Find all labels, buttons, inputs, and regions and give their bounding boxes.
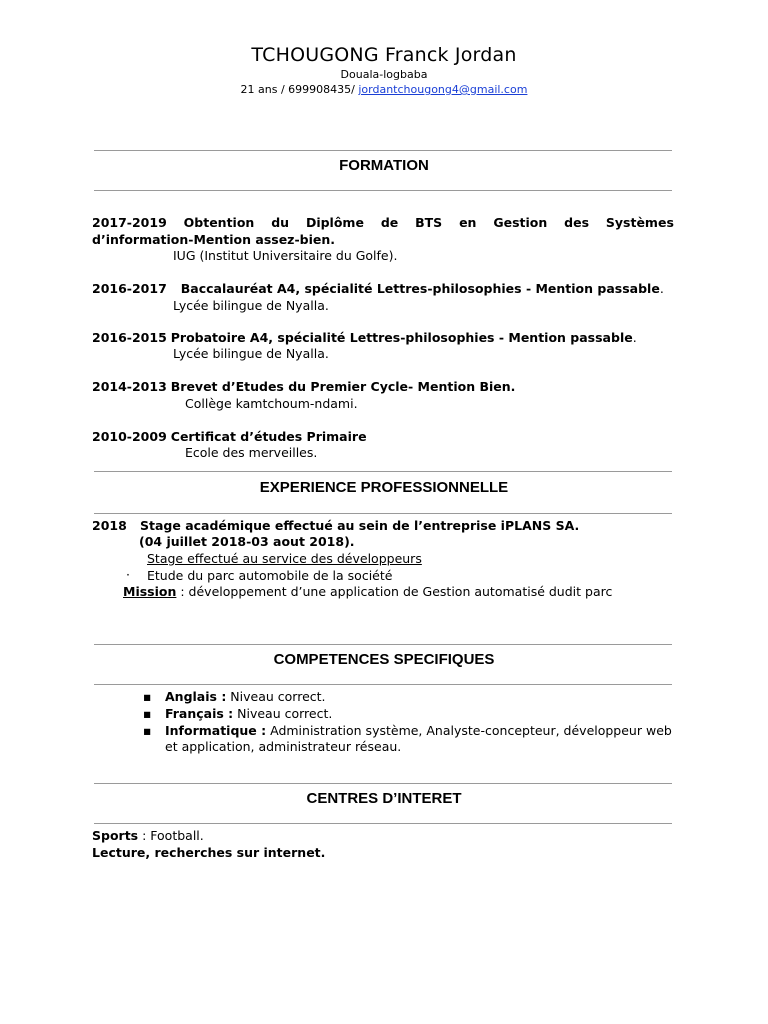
competence-item-continued: et application, administrateur réseau.	[165, 739, 402, 754]
age-phone: 21 ans / 699908435/	[240, 83, 359, 96]
contact-line	[0, 83, 768, 96]
divider	[94, 684, 672, 685]
interest-sports: Sports : Football.	[92, 828, 204, 843]
formation-title: d’information-Mention assez-bien.	[92, 232, 335, 247]
divider	[94, 150, 672, 151]
experience-service: Stage effectué au service des développeurs	[147, 551, 422, 566]
formation-item: 2016-2017 Baccalauréat A4, spécialité Lettres-philosophies - Mention passable.	[92, 281, 664, 296]
formation-year: 2010-2009	[92, 429, 167, 444]
formation-year: 2014-2013	[92, 379, 167, 394]
formation-year: 2016-2017	[92, 281, 167, 296]
square-bullet-icon: ▪	[143, 706, 152, 721]
experience-headline: Stage académique effectué au sein de l’entreprise iPLANS SA.	[140, 518, 580, 533]
divider	[94, 190, 672, 191]
formation-school: Ecole des merveilles.	[185, 445, 318, 460]
experience-mission	[123, 584, 612, 599]
formation-item: 2016-2015 Probatoire A4, spécialité Lettres-philosophies - Mention passable.	[92, 330, 637, 345]
formation-title: Baccalauréat A4, spécialité Lettres-philosophies - Mention passable	[180, 281, 660, 296]
formation-item	[92, 379, 515, 394]
mission-text: : développement d’une application de Gestion automatisé dudit parc	[176, 584, 613, 599]
section-title-interets: CENTRES D’INTERET	[306, 790, 462, 807]
formation-school: Lycée bilingue de Nyalla.	[173, 298, 329, 313]
mission-label: Mission	[123, 584, 177, 599]
experience-dates: (04 juillet 2018-03 aout 2018).	[139, 534, 355, 549]
formation-school: Collège kamtchoum-ndami.	[185, 396, 358, 411]
formation-item-line: 2017-2019 Obtention du Diplôme de BTS en Gestion des Systèmes	[92, 215, 674, 230]
candidate-name: TCHOUGONG Franck Jordan	[251, 44, 517, 66]
experience-task: Etude du parc automobile de la société	[147, 568, 393, 583]
interest-lecture: Lecture, recherches sur internet.	[92, 845, 326, 860]
competence-item: Français : Niveau correct.	[165, 706, 333, 721]
divider	[94, 471, 672, 472]
location: Douala-logbaba	[340, 68, 428, 81]
section-title-formation: FORMATION	[339, 157, 429, 174]
square-bullet-icon: ▪	[143, 689, 152, 704]
formation-year: 2016-2015	[92, 330, 167, 345]
experience-year: 2018	[92, 518, 127, 533]
square-bullet-icon: ▪	[143, 723, 152, 738]
formation-title: Brevet d’Etudes du Premier Cycle- Mention Bien.	[170, 379, 516, 394]
bullet-icon: ·	[126, 567, 130, 582]
divider	[94, 513, 672, 514]
formation-item	[92, 429, 367, 444]
divider	[94, 823, 672, 824]
email-link[interactable]: jordantchougong4@gmail.com	[358, 83, 528, 96]
section-title-competences: COMPETENCES SPECIFIQUES	[273, 651, 495, 668]
section-title-experience: EXPERIENCE PROFESSIONNELLE	[259, 479, 509, 496]
competence-item: Informatique : Administration système, Analyste-concepteur, développeur web	[165, 723, 672, 738]
formation-school: IUG (Institut Universitaire du Golfe).	[173, 248, 398, 263]
divider	[94, 783, 672, 784]
formation-year: 2017-2019	[92, 215, 167, 230]
formation-title: Certificat d’études Primaire	[170, 429, 367, 444]
formation-school: Lycée bilingue de Nyalla.	[173, 346, 329, 361]
formation-title: Probatoire A4, spécialité Lettres-philosophies - Mention passable	[170, 330, 633, 345]
competence-item: Anglais : Niveau correct.	[165, 689, 326, 704]
divider	[94, 644, 672, 645]
